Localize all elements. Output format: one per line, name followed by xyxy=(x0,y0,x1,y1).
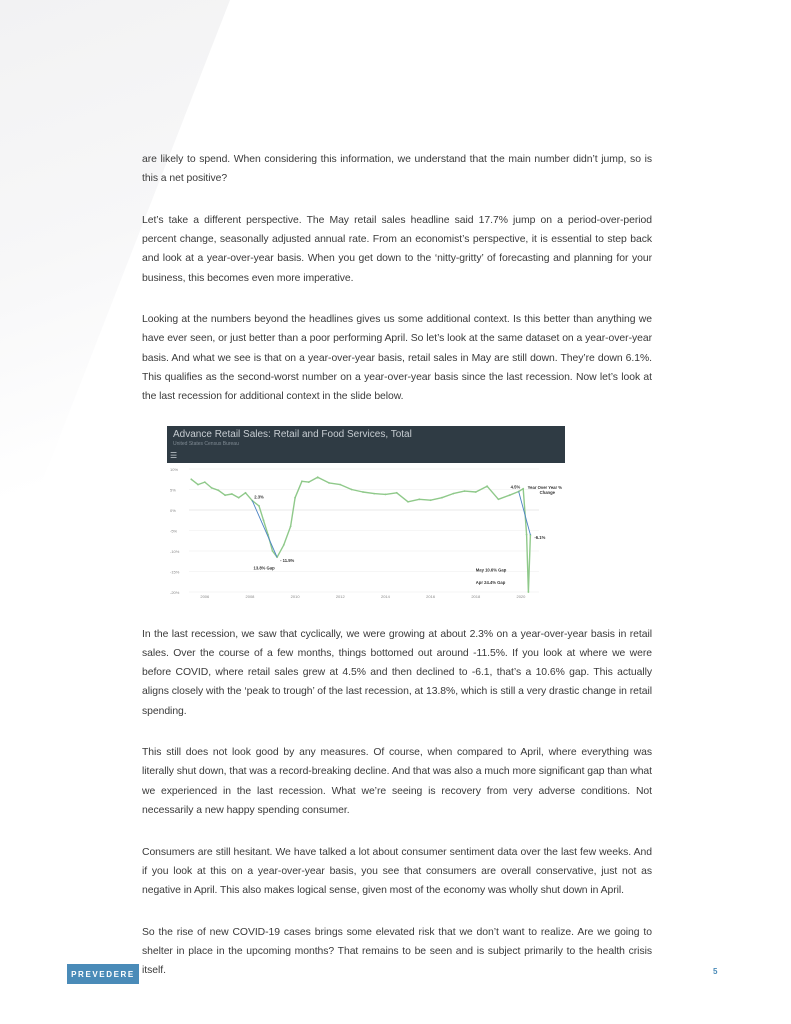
chart-header-bar xyxy=(167,426,565,463)
data-point xyxy=(190,478,192,480)
data-point xyxy=(283,544,285,546)
chart-subtitle: United States Census Bureau xyxy=(173,440,239,447)
prevedere-logo xyxy=(67,964,139,984)
data-point xyxy=(328,482,330,484)
data-point xyxy=(308,481,310,483)
data-point xyxy=(362,491,364,493)
data-point xyxy=(218,489,220,491)
y-tick-label: 0% xyxy=(170,507,176,513)
chart-legend: Year Over Year % Change xyxy=(527,484,562,495)
paragraph-4: In the last recession, we saw that cyclically, we were growing at about 2.3% on a year-over-year basis in retail sales. Over the course of a few months, things bottomed out around -11.5%. If you look at where we were before COVID, where retail sales grew at 4.5% and then declined to -6.1, that’s a 10.6% gap. This actually aligns closely with the ‘peak to trough’ of the last recession, at 13.8%, which is still a very drastic change in retail spending. xyxy=(142,628,652,717)
y-tick-label: -10% xyxy=(170,548,180,554)
x-tick-label: 2020 xyxy=(516,593,526,599)
data-point xyxy=(294,497,296,499)
data-point xyxy=(263,519,265,521)
data-point xyxy=(430,499,432,501)
chart-annotation: 4.5% xyxy=(510,484,521,490)
document-body xyxy=(142,150,652,980)
data-point xyxy=(396,492,398,494)
paragraph-2: Let’s take a different perspective. The May retail sales headline said 17.7% jump on a period-over-period percent change, seasonally adjusted annual rate. From an economist’s perspective, it is essential to step back and look at a year-over-year basis. When you get down to the ‘nitty-gritty’ of forecasting and planning for your business, this becomes even more imperative. xyxy=(142,214,652,284)
y-tick-label: -20% xyxy=(170,589,180,595)
data-point xyxy=(441,497,443,499)
paragraph-1: are likely to spend. When considering this information, we understand that the main number didn’t jump, so is this a net positive? xyxy=(142,154,652,185)
data-point xyxy=(204,481,206,483)
paragraph-6: Consumers are still hesitant. We have talked a lot about consumer sentiment data over the last few weeks. And if you look at this on a year-over-year basis, you see that consumers are overall conservative, just not as negative in April. This also makes logical sense, given most of the economy was wholly shut down in April. xyxy=(142,846,652,896)
data-point xyxy=(452,492,454,494)
data-point xyxy=(385,493,387,495)
y-tick-label: -15% xyxy=(170,569,180,575)
data-point xyxy=(351,488,353,490)
data-point xyxy=(373,492,375,494)
chart-annotation: -6.1% xyxy=(534,534,546,540)
chart-annotation: 13.8% Gap xyxy=(253,565,275,571)
x-tick-label: 2014 xyxy=(380,593,390,599)
data-point xyxy=(509,494,511,496)
retail-sales-chart-figure xyxy=(167,426,565,599)
data-point xyxy=(528,591,530,593)
data-point xyxy=(486,485,488,487)
data-point xyxy=(258,505,260,507)
logo-text: PREVEDERE xyxy=(71,969,135,979)
data-point xyxy=(197,483,199,485)
chart-title: Advance Retail Sales: Retail and Food Services, Total xyxy=(173,428,412,440)
data-point xyxy=(464,490,466,492)
chart-annotation: 2.3% xyxy=(254,494,264,500)
paragraph-7: So the rise of new COVID-19 cases brings some elevated risk that we don’t want to realize. Are we going to shelter in place in the upcoming months? That remains to be seen and is subject primarily to the health crisis itself. xyxy=(142,926,652,977)
page-number: 5 xyxy=(713,967,718,976)
x-tick-label: 2016 xyxy=(426,593,436,599)
data-point xyxy=(339,483,341,485)
series-line xyxy=(191,477,530,592)
data-point xyxy=(317,476,319,478)
data-point xyxy=(498,498,500,500)
yoy-line-chart xyxy=(167,463,565,599)
data-point xyxy=(238,497,240,499)
data-point xyxy=(475,491,477,493)
x-tick-label: 2006 xyxy=(200,593,210,599)
x-tick-label: 2010 xyxy=(290,593,300,599)
recession-drop-line xyxy=(252,500,277,557)
data-point xyxy=(407,501,409,503)
x-tick-label: 2012 xyxy=(335,593,345,599)
paragraph-3: Looking at the numbers beyond the headlines gives us some additional context. Is this better than anything we have ever seen, or just better than a poor performing April. So let’s look at the same dataset on a year-over-year basis. And what we see is that on a year-over-year basis, retail sales in May are still down. They’re down 6.1%. This qualifies as the second-worst number on a year-over-year basis since the last recession. Now let’s look at the last recession for additional context in the slide below. xyxy=(142,314,652,403)
x-tick-label: 2008 xyxy=(245,593,255,599)
y-tick-label: 10% xyxy=(170,466,179,472)
hamburger-menu-icon[interactable]: ☰ xyxy=(170,450,178,460)
data-point xyxy=(224,494,226,496)
chart-annotation: Apr 24.4% Gap xyxy=(475,579,506,585)
data-point xyxy=(301,480,303,482)
data-point xyxy=(418,498,420,500)
chart-annotation: May 10.6% Gap xyxy=(475,567,507,573)
x-tick-label: 2018 xyxy=(471,593,481,599)
data-point xyxy=(231,493,233,495)
paragraph-5: This still does not look good by any measures. Of course, when compared to April, where everything was literally shut down, that was a record-breaking decline. And that was also a much more significant gap than what we experienced in the last recession. What we’re seeing is recovery from very adverse conditions. Not necessarily a new happy spending consumer. xyxy=(142,747,652,816)
data-point xyxy=(211,487,213,489)
y-tick-label: 5% xyxy=(170,487,176,493)
chart-annotation: - 11.5% xyxy=(280,557,295,563)
y-tick-label: -5% xyxy=(170,528,178,534)
data-point xyxy=(290,525,292,527)
data-point xyxy=(526,533,528,535)
data-point xyxy=(245,492,247,494)
data-point xyxy=(272,550,274,552)
data-point xyxy=(522,488,524,490)
